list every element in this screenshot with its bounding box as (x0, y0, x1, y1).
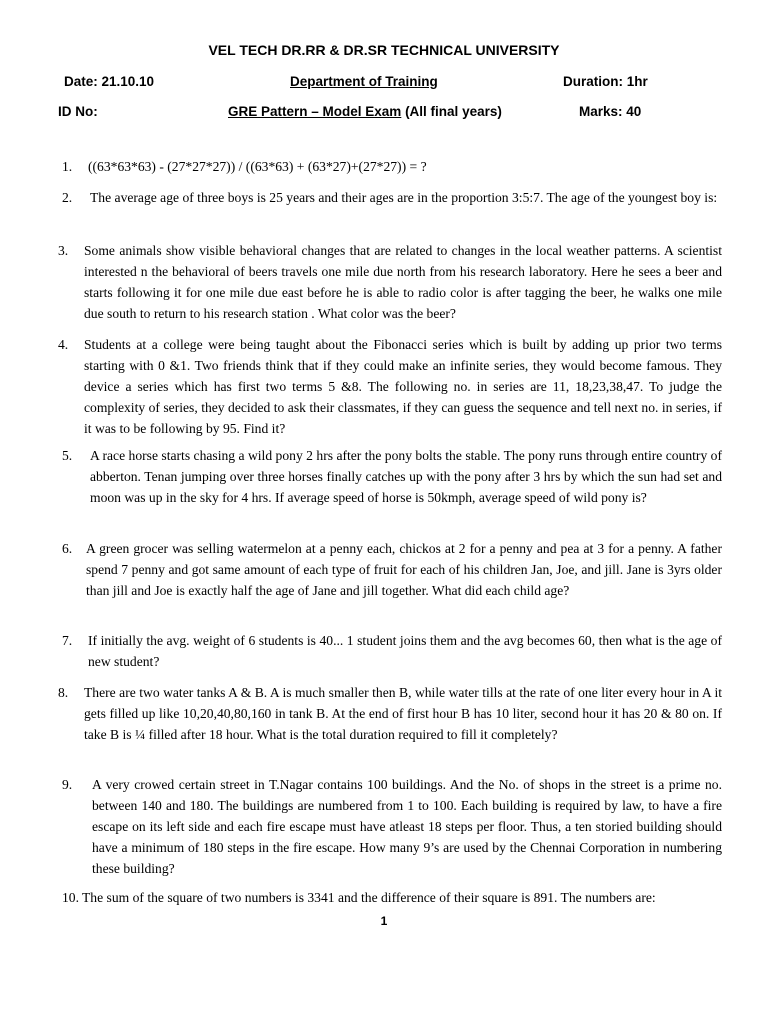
question-text: Students at a college were being taught about the Fibonacci series which is built by adding up prior two terms starting with 0 &1. Two friends think that if they could make an infinite series, they would become famous. They device a series which has first two terms 5 &8. The following no. in series are 11, 18,23,38,47. To judge the complexity of series, they decided to ask their classmates, if they can guess the sequence and tell next no. in series, if it was to be following by 95. Find it? (84, 337, 722, 436)
question-text: ((63*63*63) - (27*27*27)) / ((63*63) + (63*27)+(27*27)) = ? (88, 159, 427, 174)
question-number: 2. (62, 190, 73, 205)
question-8 (58, 682, 722, 745)
question-number: 3. (58, 243, 69, 258)
question-text: The sum of the square of two numbers is 3341 and the difference of their square is 891. The numbers are: (82, 890, 656, 905)
question-number: 5. (62, 448, 73, 463)
question-number: 7. (62, 633, 73, 648)
question-number: 4. (58, 337, 69, 352)
id-no-label: ID No: (58, 104, 98, 119)
exam-title (228, 104, 502, 119)
question-text: A green grocer was selling watermelon at a penny each, chickos at 2 for a penny and pea at 3 for a penny. A father spend 7 penny and got same amount of each type of fruit for each of his children Jan, Joe, and jill. Jane is 3yrs older than jill and Joe is exactly half the age of Jane and jill together. What did each child age? (86, 541, 722, 598)
question-text: There are two water tanks A & B. A is much smaller then B, while water tills at the rate of one liter every hour in A it gets filled up like 10,20,40,80,160 in tank B. At the end of first hour B has 10 liter, second hour it has 20 & 80 on. If take B is ¼ filled after 18 hour. What is the total duration required to fill it completely? (84, 685, 722, 742)
question-10 (62, 887, 722, 908)
question-text: Some animals show visible behavioral changes that are related to changes in the local weather patterns. A scientist interested n the behavioral of beers travels one mile due north from his research laboratory. Here he sees a beer and starts following it for one mile due east before he is able to radio color is after tagging the beer, he walks one mile due south to return to his research station . What color was the beer? (84, 243, 722, 321)
exam-title-note: (All final years) (401, 104, 502, 119)
question-2 (62, 187, 722, 208)
question-4 (58, 334, 722, 439)
university-title: VEL TECH DR.RR & DR.SR TECHNICAL UNIVERSITY (208, 42, 560, 58)
question-number: 6. (62, 541, 73, 556)
question-text: A very crowed certain street in T.Nagar contains 100 buildings. And the No. of shops in the street is a prime no. between 140 and 180. The buildings are numbered from 1 to 100. Each building is required by law, to have a fire escape on its left side and each fire escape must have atleast 18 steps per floor. Thus, a ten storied building should have a minimum of 180 steps in the fire escape. How many 9’s are used by the Chennai Corporation in numbering these building? (92, 777, 722, 876)
question-1 (62, 156, 722, 177)
question-number: 8. (58, 685, 69, 700)
question-3 (58, 240, 722, 324)
exam-marks: Marks: 40 (579, 104, 642, 119)
question-number: 1. (62, 159, 73, 174)
question-7 (62, 630, 722, 672)
question-text: If initially the avg. weight of 6 students is 40... 1 student joins them and the avg becomes 60, then what is the age of new student? (88, 633, 722, 669)
question-text: The average age of three boys is 25 years and their ages are in the proportion 3:5:7. The age of the youngest boy is: (90, 190, 718, 205)
page-number: 1 (380, 914, 388, 928)
question-number: 9. (62, 777, 73, 792)
question-6 (62, 538, 722, 601)
question-text: A race horse starts chasing a wild pony 2 hrs after the pony bolts the stable. The pony runs through entire country of abberton. Tenan jumping over three horses finally catches up with the pony after 3 hrs by which the sun had set and moon was up in the sky for 4 hrs. If average speed of horse is 50kmph, average speed of wild pony is? (90, 448, 722, 505)
exam-duration: Duration: 1hr (563, 74, 648, 89)
exam-title-main: GRE Pattern – Model Exam (228, 104, 402, 119)
question-5 (62, 445, 722, 508)
question-9 (62, 774, 722, 879)
exam-date: Date: 21.10.10 (64, 74, 155, 89)
question-number: 10. (62, 890, 79, 905)
department-name: Department of Training (290, 74, 438, 89)
